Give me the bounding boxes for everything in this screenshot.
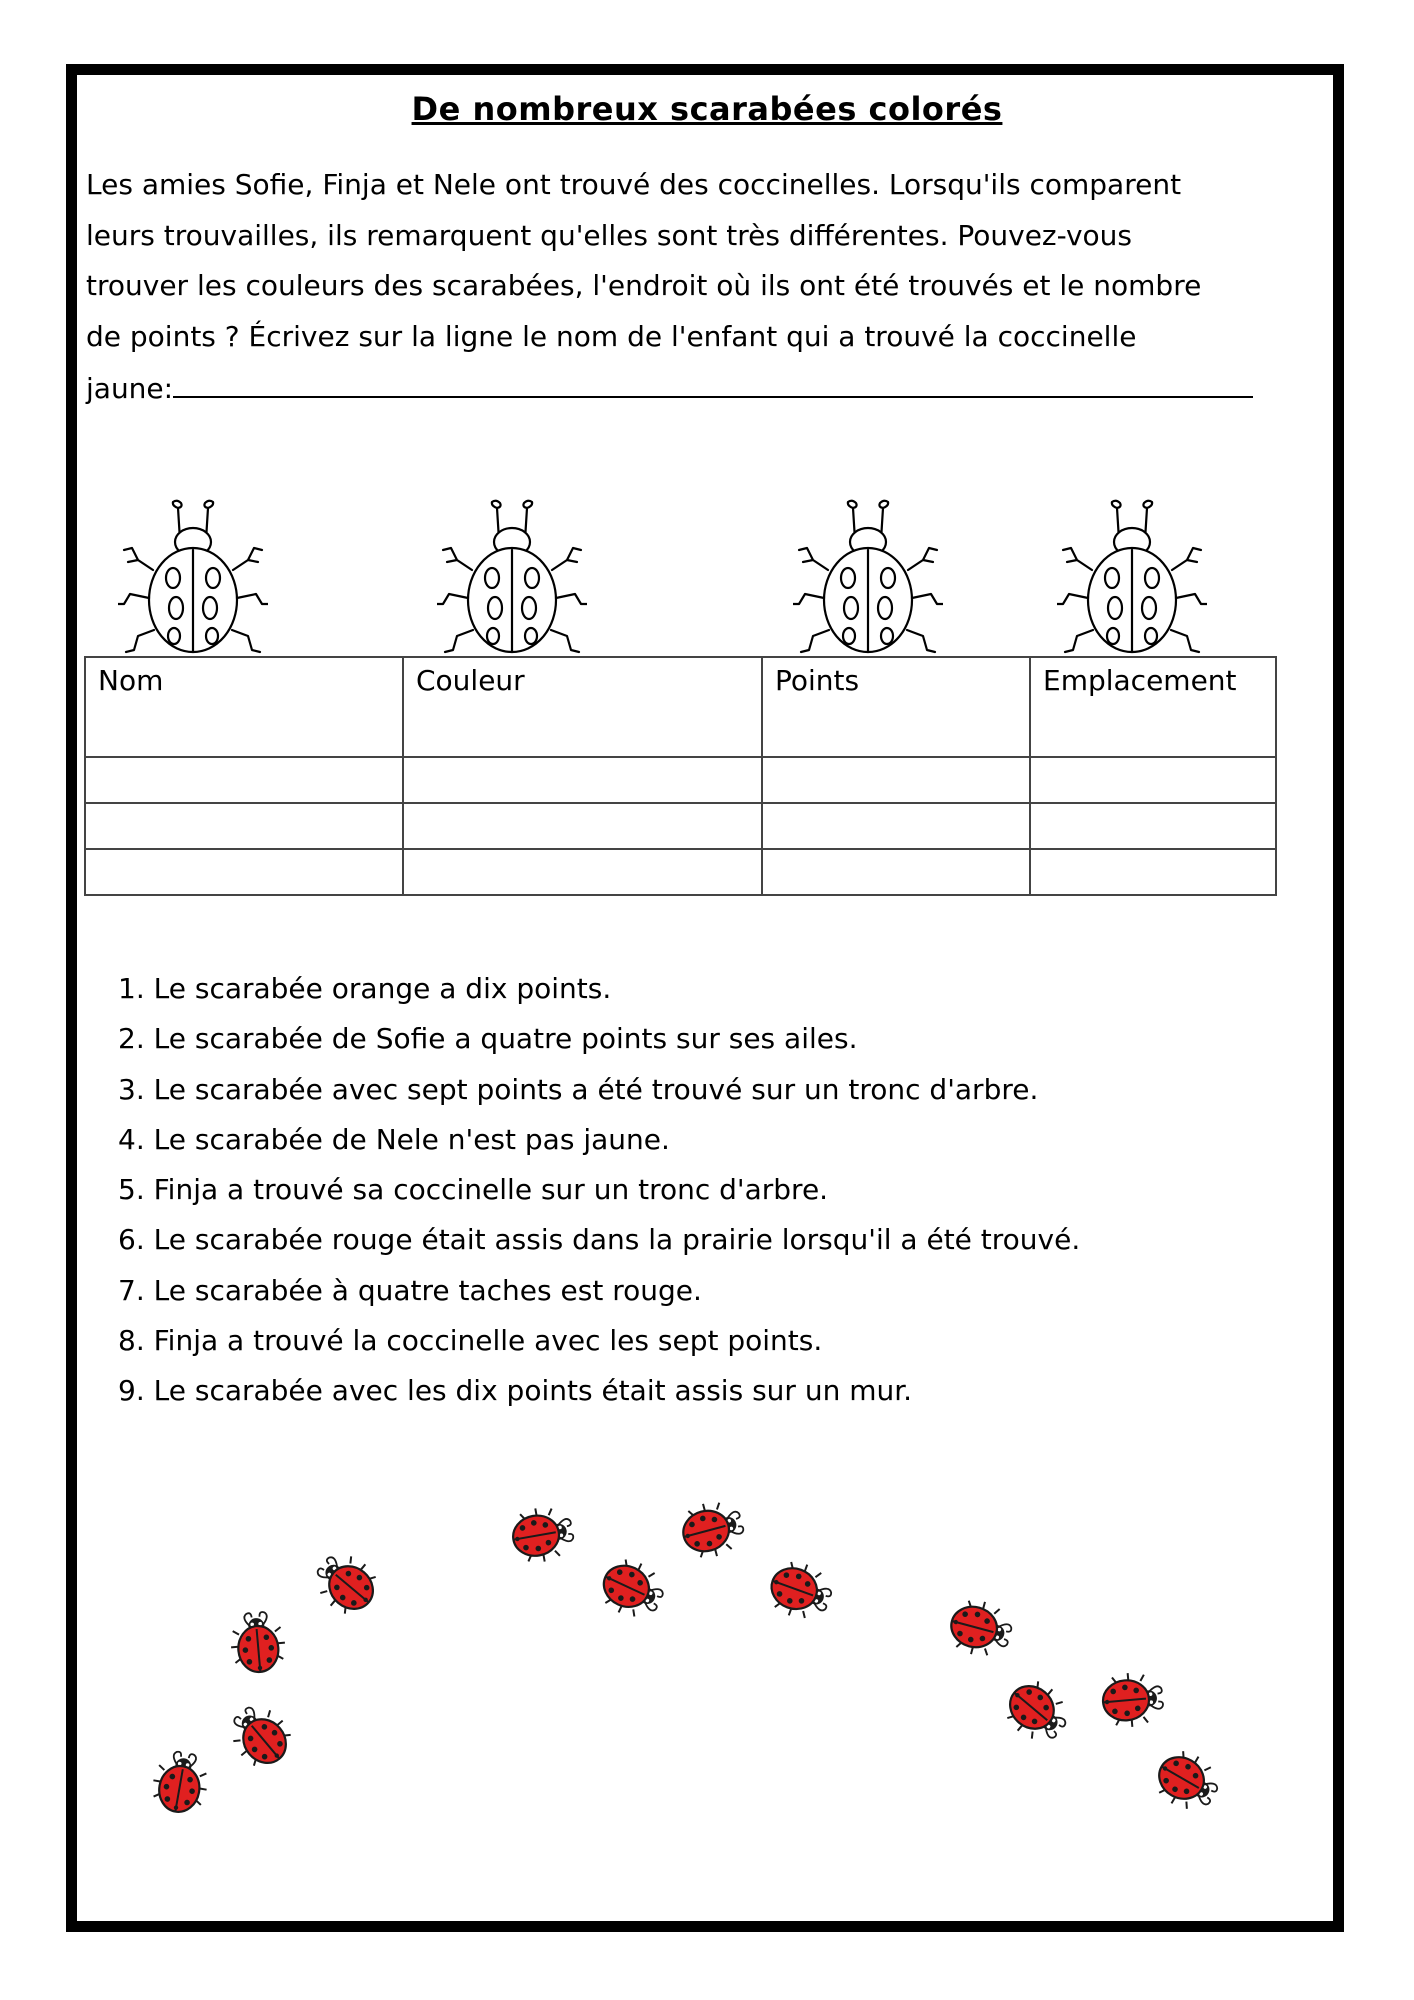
clue-item: 8. Finja a trouvé la coccinelle avec les sept points. (118, 1324, 823, 1358)
table-cell[interactable] (85, 757, 403, 803)
answer-table (84, 656, 1277, 896)
table-row (85, 803, 1276, 849)
ladybug-icon (758, 1550, 838, 1630)
ladybug-icon (938, 1588, 1018, 1668)
table-cell[interactable] (762, 757, 1030, 803)
table-cell[interactable] (403, 757, 762, 803)
intro-line: trouver les couleurs des scarabées, l'endroit où ils ont été trouvés et le nombre (86, 269, 1202, 302)
intro-line: Les amies Sofie, Finja et Nele ont trouvé des coccinelles. Lorsqu'ils comparent (86, 168, 1182, 201)
clue-item: 4. Le scarabée de Nele n'est pas jaune. (118, 1122, 670, 1156)
beetle-outline-icon (793, 490, 943, 660)
header-couleur: Couleur (403, 657, 762, 757)
table-cell[interactable] (1030, 803, 1276, 849)
intro-answer-line (86, 362, 1326, 415)
ladybug-icon (218, 1605, 298, 1685)
table-cell[interactable] (403, 803, 762, 849)
ladybug-icon (590, 1548, 670, 1628)
header-points: Points (762, 657, 1030, 757)
beetle-outline-icon (118, 490, 268, 660)
intro-line: de points ? Écrivez sur la ligne le nom de l'enfant qui a trouvé la coccinelle (86, 319, 1137, 353)
ladybug-icon (1090, 1660, 1170, 1740)
ladybug-icon (670, 1490, 750, 1570)
table-cell[interactable] (1030, 757, 1276, 803)
ladybug-icon (140, 1745, 220, 1825)
intro-paragraph (86, 160, 1326, 415)
clue-item: 5. Finja a trouvé sa coccinelle sur un tronc d'arbre. (118, 1173, 829, 1207)
table-cell[interactable] (85, 849, 403, 895)
clue-item: 1. Le scarabée orange a dix points. (118, 972, 612, 1005)
ladybug-icon (1145, 1740, 1225, 1820)
clue-item: 3. Le scarabée avec sept points a été trouvé sur un tronc d'arbre. (118, 1072, 1039, 1106)
clue-list (118, 964, 1080, 1417)
worksheet-title: De nombreux scarabées colorés (411, 90, 1003, 128)
ladybug-icon (995, 1670, 1075, 1750)
answer-blank[interactable] (173, 362, 1253, 398)
answer-prompt: jaune: (86, 372, 174, 405)
table-cell[interactable] (1030, 849, 1276, 895)
header-nom: Nom (85, 657, 403, 757)
ladybug-icon (222, 1698, 302, 1778)
table-cell[interactable] (85, 803, 403, 849)
table-row (85, 757, 1276, 803)
beetle-outline-icon (1057, 490, 1207, 660)
header-emplacement: Emplacement (1030, 657, 1276, 757)
table-row (85, 849, 1276, 895)
clue-item: 7. Le scarabée à quatre taches est rouge. (118, 1273, 702, 1307)
table-cell[interactable] (762, 803, 1030, 849)
intro-line: leurs trouvailles, ils remarquent qu'elles sont très différentes. Pouvez-vous (86, 218, 1133, 252)
table-cell[interactable] (762, 849, 1030, 895)
clue-item: 6. Le scarabée rouge était assis dans la prairie lorsqu'il a été trouvé. (118, 1223, 1081, 1257)
beetle-outline-icon (437, 490, 587, 660)
ladybug-icon (308, 1545, 388, 1625)
table-cell[interactable] (403, 849, 762, 895)
clue-item: 9. Le scarabée avec les dix points était assis sur un mur. (118, 1374, 913, 1408)
ladybug-icon (500, 1495, 580, 1575)
clue-item: 2. Le scarabée de Sofie a quatre points sur ses ailes. (118, 1022, 858, 1056)
table-header-row (85, 657, 1276, 757)
